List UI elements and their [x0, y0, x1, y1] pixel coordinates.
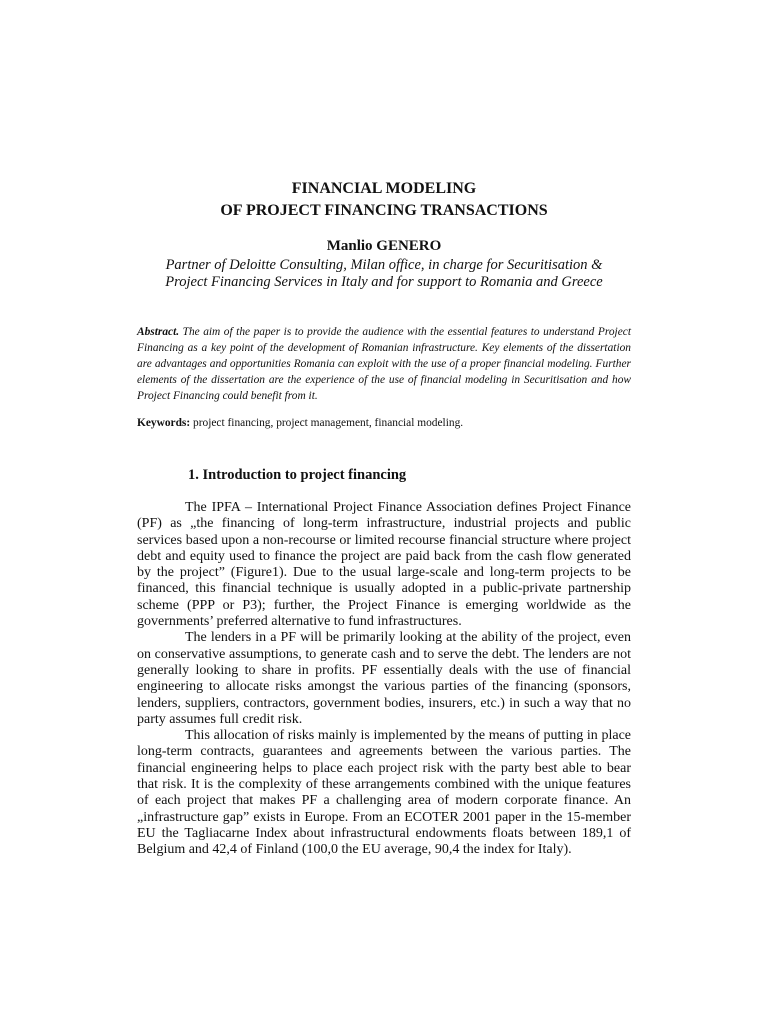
abstract [137, 324, 631, 404]
section-heading: 1. Introduction to project financing [188, 467, 407, 483]
paper-title-line-2: OF PROJECT FINANCING TRANSACTIONS [220, 202, 548, 219]
body-paragraph: The IPFA – International Project Finance Association defines Project Finance (PF) as „the financing of long-term infrastructure, industrial projects and public services based upon a non-recourse or limited recourse financial structure where project debt and equity used to finance the project are paid back from the cash flow generated by the project” (Figure1). Due to the usual large-scale and long-term projects to be financed, this financial technique is usually adopted in a public-private partnership scheme (PPP or P3); further, the Project Finance is emerging worldwide as the governments’ preferred alternative to fund infrastructures. [137, 500, 631, 630]
body-paragraph: The lenders in a PF will be primarily looking at the ability of the project, even on conservative assumptions, to generate cash and to serve the debt. The lenders are not generally looking to share in profits. PF essentially deals with the use of financial engineering to allocate risks amongst the various parties of the financing (sponsors, lenders, suppliers, contractors, government bodies, insurers, etc.) in such a way that no party assumes full credit risk. [137, 630, 631, 727]
abstract-text: The aim of the paper is to provide the audience with the essential features to understand Project Financing as a key point of the development of Romanian infrastructure. Key elements of the dissertation are advantages and opportunities Romania can exploit with the use of a proper financial modeling. Further elements of the dissertation are the experience of the use of financial modeling in Securitisation and how Project Financing could benefit from it. [137, 326, 631, 402]
keywords-label: Keywords: [137, 417, 191, 429]
keywords-text: project financing, project management, financial modeling. [193, 417, 464, 429]
author-affiliation-line-1: Partner of Deloitte Consulting, Milan office, in charge for Securitisation & [165, 257, 603, 273]
author-affiliation-line-2: Project Financing Services in Italy and for support to Romania and Greece [165, 274, 603, 290]
keywords [137, 415, 631, 431]
paper-title-line-1: FINANCIAL MODELING [291, 180, 477, 197]
body-paragraph: This allocation of risks mainly is implemented by the means of putting in place long-term contracts, guarantees and agreements between the various parties. The financial engineering helps to place each project risk with the party best able to bear that risk. It is the complexity of these arrangements combined with the unique features of each project that makes PF a challenging area of modern corporate finance. An „infrastructure gap” exists in Europe. From an ECOTER 2001 paper in the 15-member EU the Tagliacarne Index about infrastructural endowments floats between 189,1 of Belgium and 42,4 of Finland (100,0 the EU average, 90,4 the index for Italy). [137, 728, 631, 858]
section-body [137, 500, 631, 859]
abstract-label: Abstract. [137, 326, 180, 338]
author-name: Manlio GENERO [326, 238, 442, 254]
